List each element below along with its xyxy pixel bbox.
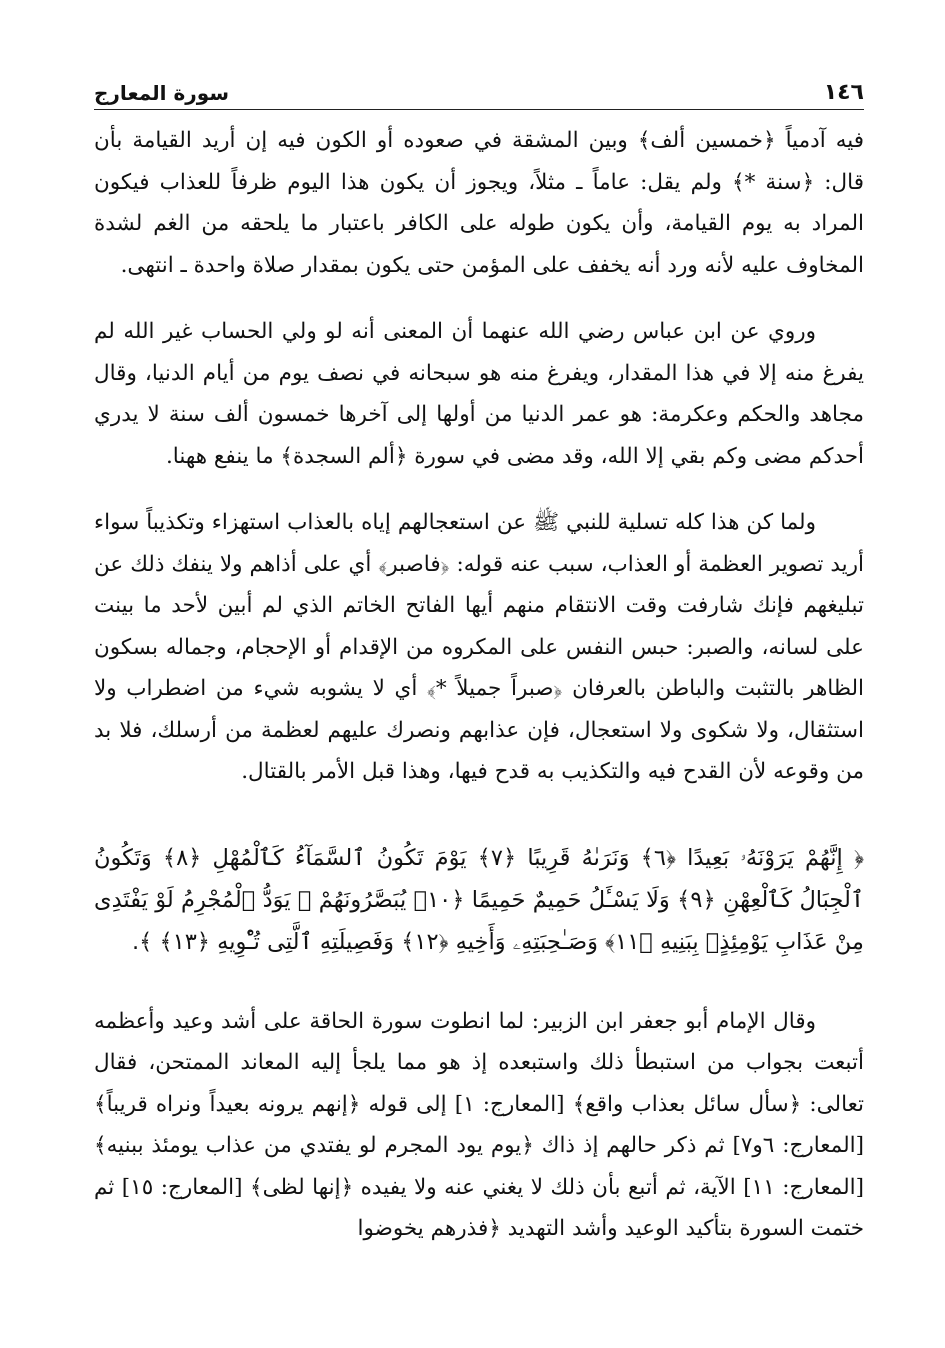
page-number: ١٤٦ (823, 80, 864, 105)
paragraph-1: فيه آدمياً ﴿خمسين ألف﴾ وبين المشقة في صعوده أو الكون فيه إن أريد القيامة بأن قال: ﴿سنة *﴾ ولم يقل: عاماً ـ مثلاً، ويجوز أن يكون هذا اليوم ظرفاً للعذاب فيكون المراد به يوم القيامة، وأن يكون طوله على الكافر باعتبار ما يلحقه من الغم لشدة المخاوف عليه لأنه ورد أنه يخفف على المؤمن حتى يكون بمقدار صلاة واحدة ـ انتهى. (94, 128, 864, 278)
running-title: سورة المعارج (94, 81, 229, 105)
paragraph-4: وقال الإمام أبو جعفر ابن الزبير: لما انطوت سورة الحاقة على أشد وعيد وأعظمه أتبعت بجواب من استبطأ ذلك واستبعده إذ هو مما يلجأ إليه المعاند الممتحن، فقال تعالى: ﴿سأل سائل بعذاب واقع﴾ [المعارج: ١] إلى قوله ﴿إنهم يرونه بعيداً ونراه قريباً﴾ [المعارج: ٦و٧] ثم ذكر حالهم إذ ذاك ﴿يوم يود المجرم لو يفتدي من عذاب يومئذ ببنيه﴾ [المعارج: ١١] الآية، ثم أتبع بأن ذلك لا يغني عنه ولا يفيده ﴿إنها لظى﴾ [المعارج: ١٥] ثم ختمت السورة بتأكيد الوعيد وأشد التهديد ﴿فذرهم يخوضوا (94, 1008, 865, 1241)
paragraph-3: ولما كن هذا كله تسلية للنبي ﷺ عن استعجالهم إياه بالعذاب استهزاء وتكذيباً سواء أريد تصوير العظمة أو العذاب، سبب عنه قوله: ﴿فاصبر﴾ أي على أذاهم ولا ينفك ذلك عن تبليغهم فإنك شارفت وقت الانتقام منهم أيها الفاتح الخاتم الذي لم أبين لأحد ما بينت على لسانه، والصبر: حبس النفس على المكروه من الإقدام أو الإحجام، وجماله بسكون الظاهر بالتثبت والباطن بالعرفان ﴿صبراً جميلاً *﴾ أي لا يشوبه شيء من اضطراب ولا استثقال، ولا شكوى ولا استعجال، فإن عذابهم ونصرك عليهم لعظمة من أرسلك، فلا بد من وقوعه لأن القدح فيه والتكذيب به قدح فيها، وهذا قبل الأمر بالقتال. (94, 510, 864, 784)
page-header (94, 70, 864, 110)
page-body (94, 120, 864, 1275)
quran-passage: ﴿ إِنَّهُمْ يَرَوْنَهُۥ بَعِيدًا ﴿٦﴾ وَنَرَىٰهُ قَرِيبًا ﴿٧﴾ يَوْمَ تَكُونُ ٱلسَّمَآءُ كَٱلْمُهْلِ ﴿٨﴾ وَتَكُونُ ٱلْجِبَالُ كَٱلْعِهْنِ ﴿٩﴾ وَلَا يَسْـَٔلُ حَمِيمٌ حَمِيمًا ﴿١٠﴾ يُبَصَّرُونَهُمْ ۚ يَوَدُّ ٱلْمُجْرِمُ لَوْ يَفْتَدِى مِنْ عَذَابِ يَوْمِئِذٍۭ بِبَنِيهِ ﴿١١﴾ وَصَـٰحِبَتِهِۦ وَأَخِيهِ ﴿١٢﴾ وَفَصِيلَتِهِ ٱلَّتِى تُـْٔوِيهِ ﴿١٣﴾ ﴾. (94, 844, 864, 955)
paragraph-2: وروي عن ابن عباس رضي الله عنهما أن المعنى أنه لو ولي الحساب غير الله لم يفرغ منه إلا في هذا المقدار، ويفرغ منه هو سبحانه في نصف يوم من أيام الدنيا، وقال مجاهد والحكم وعكرمة: هو عمر الدنيا من أولها إلى آخرها خمسون ألف سنة لا يدري أحدكم مضى وكم بقي إلا الله، وقد مضى في سورة ﴿ألم السجدة﴾ ما ينفع ههنا. (94, 319, 864, 469)
